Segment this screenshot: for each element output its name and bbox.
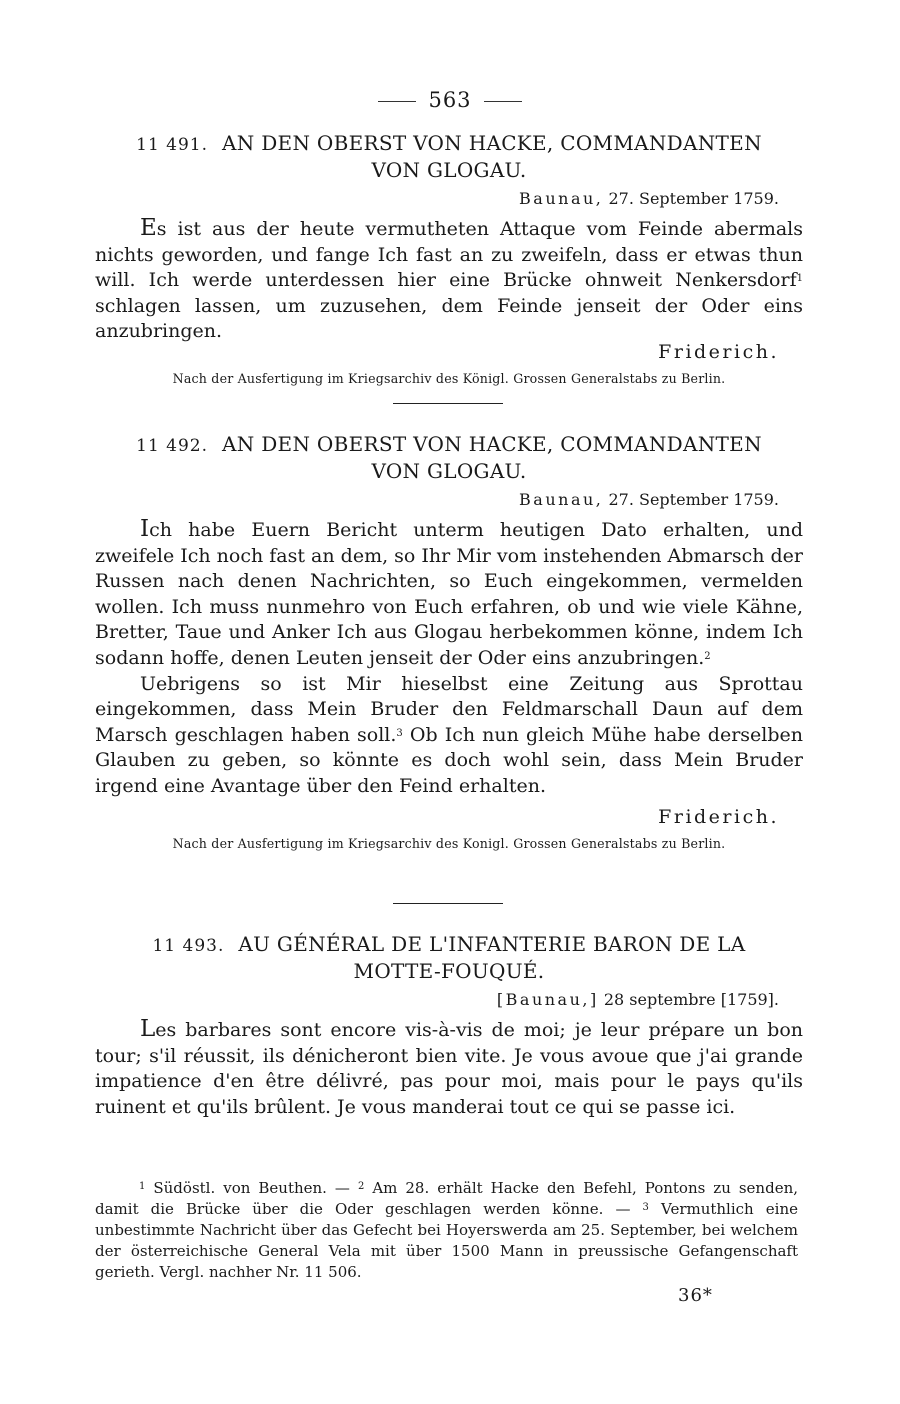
letter-title-line2: VON GLOGAU. [371, 459, 527, 483]
letter-11491 [95, 131, 803, 386]
date-place: Baunau, [519, 189, 604, 208]
date-rest: 27. September 1759. [608, 490, 779, 509]
page-number: 563 [428, 88, 472, 112]
signature: Friderich. [658, 340, 779, 363]
footnote-ref: 3 [396, 727, 403, 739]
footnotes [95, 1178, 798, 1283]
letter-heading [95, 131, 803, 183]
letter-body [95, 216, 803, 345]
footnote-mark: 2 [357, 1181, 365, 1192]
footnote-3: Vermuthlich eine unbestimmte Nachricht über das Gefecht bei Hoyerswerda am 25. September, bei welchem der österreichische General Vela mit über 1500 Mann in preussische Gefangenschaft gerieth. Vergl. nachher Nr. 11 506. [95, 1200, 798, 1281]
letter-number: 11 493. [152, 936, 225, 956]
source-note: Nach der Ausfertigung im Kriegsarchiv des Konigl. Grossen Generalstabs zu Berlin. [172, 835, 726, 851]
date-place: Baunau, [519, 490, 604, 509]
footnote-ref: 2 [704, 650, 711, 662]
footnote-ref: 1 [796, 273, 803, 285]
paragraph-text: Uebrigens so ist Mir hieselbst eine Zeitung aus Sprottau eingekommen, dass Mein Bruder den Feldmarschall Daun auf dem Marsch geschlagen haben soll. [95, 672, 803, 746]
dash-left [378, 101, 416, 102]
signature-mark: 36* [678, 1285, 713, 1306]
footnote-1: Südöstl. von Beuthen. — [153, 1179, 350, 1197]
letter-11492 [95, 432, 803, 851]
separator-rule [393, 403, 503, 404]
letter-11493 [95, 932, 803, 1120]
letter-dateline [95, 490, 803, 509]
initial-letter: E [140, 215, 157, 241]
letter-number: 11 491. [136, 135, 209, 155]
letter-title-line1: AU GÉNÉRAL DE L'INFANTERIE BARON DE LA [238, 932, 746, 956]
letter-title-line2: MOTTE-FOUQUÉ. [353, 959, 545, 983]
paragraph-text: s ist aus der heute vermutheten Attaque vom Feinde abermals nichts geworden, und fange Ich fast an zu zweifeln, dass er etwas thun will. Ich werde unterdessen hier eine Brücke ohnweit Nenkersdorf [95, 218, 803, 292]
footnote-mark: 3 [642, 1202, 649, 1213]
paragraph-text: es barbares sont encore vis-à-vis de moi; je leur prépare un bon tour; s'il réussit, ils dénicheront bien vite. Je vous avoue que j'ai grande impatience d'en être délivré, pas pour moi, mais pour le pays qu'ils ruinent et qu'ils brûlent. Je vous manderai tout ce qui se passe ici. [95, 1019, 803, 1118]
page-number-header [0, 88, 900, 112]
footnote-2: Am 28. erhält Hacke den Befehl, Pontons zu senden, damit die Brücke über die Oder geschlagen werden könne. — [95, 1179, 798, 1218]
initial-letter: I [140, 516, 150, 542]
letter-dateline [95, 189, 803, 208]
paragraph-text-cont: schlagen lassen, um zuzusehen, dem Feinde jenseit der Oder eins anzubringen. [95, 294, 803, 343]
letter-body [95, 1017, 803, 1120]
letter-title-line1: AN DEN OBERST VON HACKE, COMMANDANTEN [222, 131, 762, 155]
date-rest: 28 septembre [1759]. [603, 990, 779, 1009]
date-rest: 27. September 1759. [608, 189, 779, 208]
letter-body [95, 517, 803, 800]
letter-heading [95, 432, 803, 484]
footnote-mark: 1 [139, 1181, 146, 1192]
signature: Friderich. [658, 805, 779, 828]
paragraph [95, 672, 803, 800]
letter-heading [95, 932, 803, 984]
paragraph [95, 1017, 803, 1120]
letter-title-line2: VON GLOGAU. [371, 158, 527, 182]
separator-rule [393, 903, 503, 904]
dash-right [484, 101, 522, 102]
letter-number: 11 492. [136, 436, 209, 456]
paragraph-text: ch habe Euern Bericht unterm heutigen Dato erhalten, und zweifele Ich noch fast an dem, so Ihr Mir vom instehenden Abmarsch der Russen nach denen Nachrichten, so Euch eingekommen, vermelden wollen. Ich muss nunmehro von Euch erfahren, ob und wie viele Kähne, Bretter, Taue und Anker Ich aus Glogau herbekommen könne, indem Ich sodann hoffe, denen Leuten jenseit der Oder eins anzubringen. [95, 519, 803, 669]
paragraph [95, 517, 803, 672]
letter-title-line1: AN DEN OBERST VON HACKE, COMMANDANTEN [222, 432, 762, 456]
letter-dateline [95, 990, 803, 1009]
paragraph [95, 216, 803, 345]
initial-letter: L [140, 1016, 156, 1042]
date-place: [Baunau,] [496, 990, 599, 1009]
source-note: Nach der Ausfertigung im Kriegsarchiv des Königl. Grossen Generalstabs zu Berlin. [172, 370, 726, 386]
paragraph-text-cont: Ob Ich nun gleich Mühe habe derselben Glauben zu geben, so könnte es doch wohl sein, dass Mein Bruder irgend eine Avantage über den Feind erhalten. [95, 723, 803, 797]
